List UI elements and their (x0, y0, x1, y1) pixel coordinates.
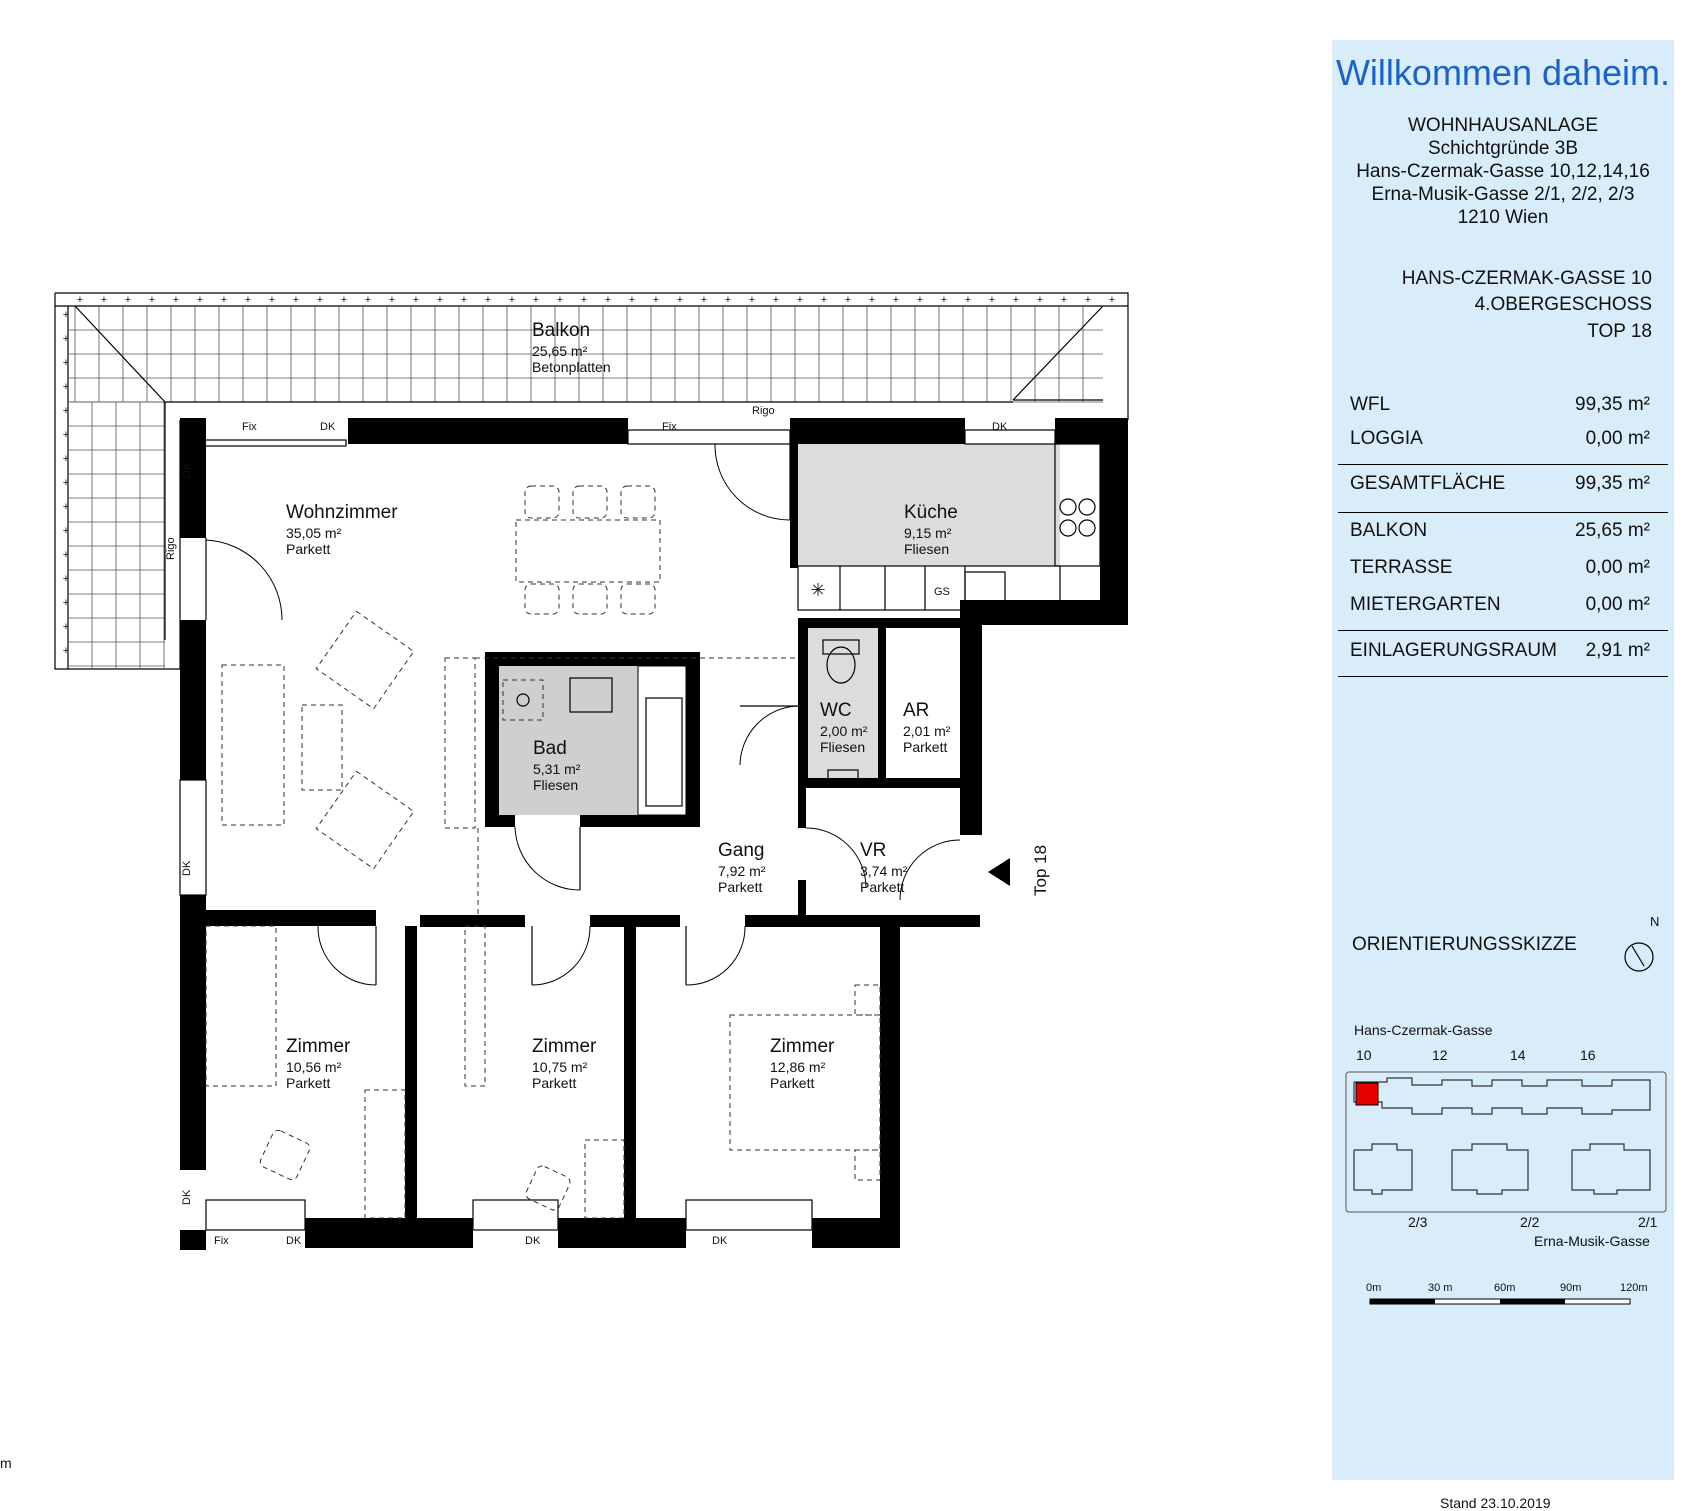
svg-text:+: + (1012, 294, 1020, 306)
house-number: 14 (1510, 1047, 1526, 1063)
house-number: 16 (1580, 1047, 1596, 1063)
svg-text:+: + (292, 294, 300, 306)
zimmer3-area: 12,86 m² (770, 1059, 826, 1075)
svg-text:+: + (62, 621, 70, 633)
tag-dk-6: DK (286, 1235, 302, 1247)
balkon-floor: Betonplatten (532, 359, 611, 375)
address-line-4: Erna-Musik-Gasse 2/1, 2/2, 2/3 (1371, 184, 1635, 205)
stray-text: m (0, 1455, 12, 1471)
area-value: 0,00 m² (1585, 428, 1650, 449)
svg-text:+: + (340, 294, 348, 306)
svg-text:+: + (62, 381, 70, 393)
wohnzimmer-area: 35,05 m² (286, 525, 342, 541)
svg-text:+: + (62, 573, 70, 585)
address-line-5: 1210 Wien (1457, 207, 1549, 228)
unit-floor: 4.OBERGESCHOSS (1474, 294, 1652, 315)
kueche-name: Küche (904, 502, 958, 523)
area-value: 2,91 m² (1585, 640, 1650, 661)
svg-text:+: + (62, 453, 70, 465)
area-label: LOGGIA (1350, 428, 1423, 449)
revision-date: Stand 23.10.2019 (1440, 1495, 1551, 1511)
zimmer1-name: Zimmer (286, 1036, 351, 1057)
area-label: BALKON (1350, 520, 1428, 541)
svg-text:+: + (436, 294, 444, 306)
svg-text:+: + (820, 294, 828, 306)
svg-text:+: + (220, 294, 228, 306)
svg-text:+: + (316, 294, 324, 306)
zimmer3-name: Zimmer (770, 1036, 835, 1057)
tag-rigo-1: Rigo (752, 405, 775, 417)
kueche-floor: Fliesen (904, 541, 950, 557)
street-top: Hans-Czermak-Gasse (1354, 1022, 1493, 1038)
svg-text:+: + (62, 597, 70, 609)
svg-text:+: + (62, 405, 70, 417)
svg-text:+: + (964, 294, 972, 306)
svg-text:+: + (76, 294, 84, 306)
address-line-3: Hans-Czermak-Gasse 10,12,14,16 (1356, 161, 1650, 182)
house-number: 12 (1432, 1047, 1448, 1063)
svg-text:+: + (196, 294, 204, 306)
tag-fix-3: Fix (214, 1235, 229, 1247)
area-label: MIETERGARTEN (1350, 594, 1501, 615)
compass-icon (1625, 943, 1653, 971)
svg-text:+: + (580, 294, 588, 306)
svg-text:+: + (1108, 294, 1116, 306)
svg-text:+: + (1084, 294, 1092, 306)
area-label: WFL (1350, 394, 1391, 415)
scale-label: 90m (1560, 1282, 1582, 1294)
wc-area: 2,00 m² (820, 723, 868, 739)
unit-street: HANS-CZERMAK-GASSE 10 (1401, 268, 1652, 289)
svg-text:+: + (124, 294, 132, 306)
tag-gs: GS (934, 586, 950, 598)
area-value: 25,65 m² (1575, 520, 1650, 541)
tag-dk-8: DK (712, 1235, 728, 1247)
unit-highlight-marker (1356, 1083, 1378, 1105)
svg-text:+: + (62, 501, 70, 513)
svg-text:+: + (676, 294, 684, 306)
svg-text:+: + (772, 294, 780, 306)
area-value: 99,35 m² (1575, 394, 1650, 415)
tag-dk-4: DK (181, 860, 193, 876)
entrance-arrow-icon (988, 858, 1010, 886)
svg-text:+: + (172, 294, 180, 306)
wc-floor: Fliesen (820, 739, 866, 755)
svg-text:+: + (988, 294, 996, 306)
svg-text:+: + (796, 294, 804, 306)
zimmer1-floor: Parkett (286, 1075, 331, 1091)
svg-text:+: + (412, 294, 420, 306)
svg-text:+: + (62, 645, 70, 657)
scale-label: 120m (1620, 1282, 1648, 1294)
balkon-name: Balkon (532, 320, 591, 341)
zimmer1-area: 10,56 m² (286, 1059, 342, 1075)
tag-dk-1: DK (320, 421, 336, 433)
scale-label: 30 m (1428, 1282, 1453, 1294)
street-bottom: Erna-Musik-Gasse (1534, 1233, 1650, 1249)
site-buildings (1354, 1078, 1650, 1194)
bad-floor: Fliesen (533, 777, 579, 793)
area-value: 0,00 m² (1585, 557, 1650, 578)
unit-top: TOP 18 (1587, 321, 1652, 342)
svg-text:+: + (628, 294, 636, 306)
svg-text:+: + (244, 294, 252, 306)
tag-fix-2: Fix (662, 421, 677, 433)
house-number: 2/2 (1520, 1214, 1540, 1230)
svg-text:+: + (148, 294, 156, 306)
tag-dk-7: DK (525, 1235, 541, 1247)
address-line-1: WOHNHAUSANLAGE (1407, 115, 1599, 136)
svg-text:+: + (62, 477, 70, 489)
address-line-2: Schichtgründe 3B (1428, 138, 1578, 159)
ar-floor: Parkett (903, 739, 948, 755)
info-panel (1332, 40, 1674, 1480)
svg-text:+: + (844, 294, 852, 306)
svg-text:+: + (62, 333, 70, 345)
tag-dk-3: DK (181, 462, 193, 478)
house-number: 2/1 (1638, 1214, 1658, 1230)
svg-text:+: + (62, 525, 70, 537)
svg-text:+: + (1060, 294, 1068, 306)
scale-label: 0m (1366, 1282, 1382, 1294)
svg-text:+: + (916, 294, 924, 306)
zimmer2-name: Zimmer (532, 1036, 597, 1057)
svg-text:+: + (62, 309, 70, 321)
orientation-sketch (1332, 40, 1674, 1480)
vr-name: VR (860, 840, 887, 861)
svg-text:+: + (652, 294, 660, 306)
house-number: 10 (1356, 1047, 1372, 1063)
svg-text:+: + (532, 294, 540, 306)
entrance-label: Top 18 (1031, 844, 1050, 896)
gang-area: 7,92 m² (718, 863, 766, 879)
area-label: GESAMTFLÄCHE (1350, 473, 1506, 494)
zimmer2-area: 10,75 m² (532, 1059, 588, 1075)
orientation-title: ORIENTIERUNGSSKIZZE (1352, 934, 1577, 955)
tag-fix-1: Fix (242, 421, 257, 433)
svg-text:+: + (62, 357, 70, 369)
svg-text:✳: ✳ (810, 580, 826, 600)
svg-text:+: + (556, 294, 564, 306)
wc-name: WC (820, 700, 852, 721)
svg-text:+: + (724, 294, 732, 306)
tag-dk-5: DK (181, 1189, 193, 1205)
tag-rigo-2: Rigo (165, 537, 177, 560)
wohnzimmer-floor: Parkett (286, 541, 331, 557)
svg-text:+: + (100, 294, 108, 306)
north-label: N (1650, 914, 1660, 929)
panel-title: Willkommen daheim. (1335, 52, 1671, 93)
svg-text:+: + (62, 429, 70, 441)
svg-text:+: + (700, 294, 708, 306)
area-value: 0,00 m² (1585, 594, 1650, 615)
vr-area: 3,74 m² (860, 863, 908, 879)
scale-bar (1370, 1299, 1630, 1304)
svg-text:+: + (484, 294, 492, 306)
gang-floor: Parkett (718, 879, 763, 895)
svg-text:+: + (1036, 294, 1044, 306)
gang-name: Gang (718, 840, 765, 861)
zimmer2-floor: Parkett (532, 1075, 577, 1091)
kueche-area: 9,15 m² (904, 525, 952, 541)
svg-text:+: + (868, 294, 876, 306)
tag-dk-2: DK (992, 421, 1008, 433)
svg-text:+: + (364, 294, 372, 306)
house-number: 2/3 (1408, 1214, 1428, 1230)
svg-text:+: + (748, 294, 756, 306)
ar-name: AR (903, 700, 930, 721)
area-value: 99,35 m² (1575, 473, 1650, 494)
bad-name: Bad (533, 738, 567, 759)
ar-area: 2,01 m² (903, 723, 951, 739)
svg-text:+: + (892, 294, 900, 306)
svg-text:+: + (268, 294, 276, 306)
wohnzimmer-name: Wohnzimmer (286, 502, 398, 523)
svg-text:+: + (604, 294, 612, 306)
svg-text:+: + (388, 294, 396, 306)
area-label: TERRASSE (1350, 557, 1453, 578)
balkon-area: 25,65 m² (532, 343, 588, 359)
furniture (206, 486, 880, 1218)
scale-label: 60m (1494, 1282, 1516, 1294)
area-label: EINLAGERUNGSRAUM (1350, 640, 1557, 661)
vr-floor: Parkett (860, 879, 905, 895)
bad-area: 5,31 m² (533, 761, 581, 777)
zimmer3-floor: Parkett (770, 1075, 815, 1091)
svg-text:+: + (508, 294, 516, 306)
svg-text:+: + (460, 294, 468, 306)
svg-text:+: + (62, 549, 70, 561)
svg-text:+: + (940, 294, 948, 306)
